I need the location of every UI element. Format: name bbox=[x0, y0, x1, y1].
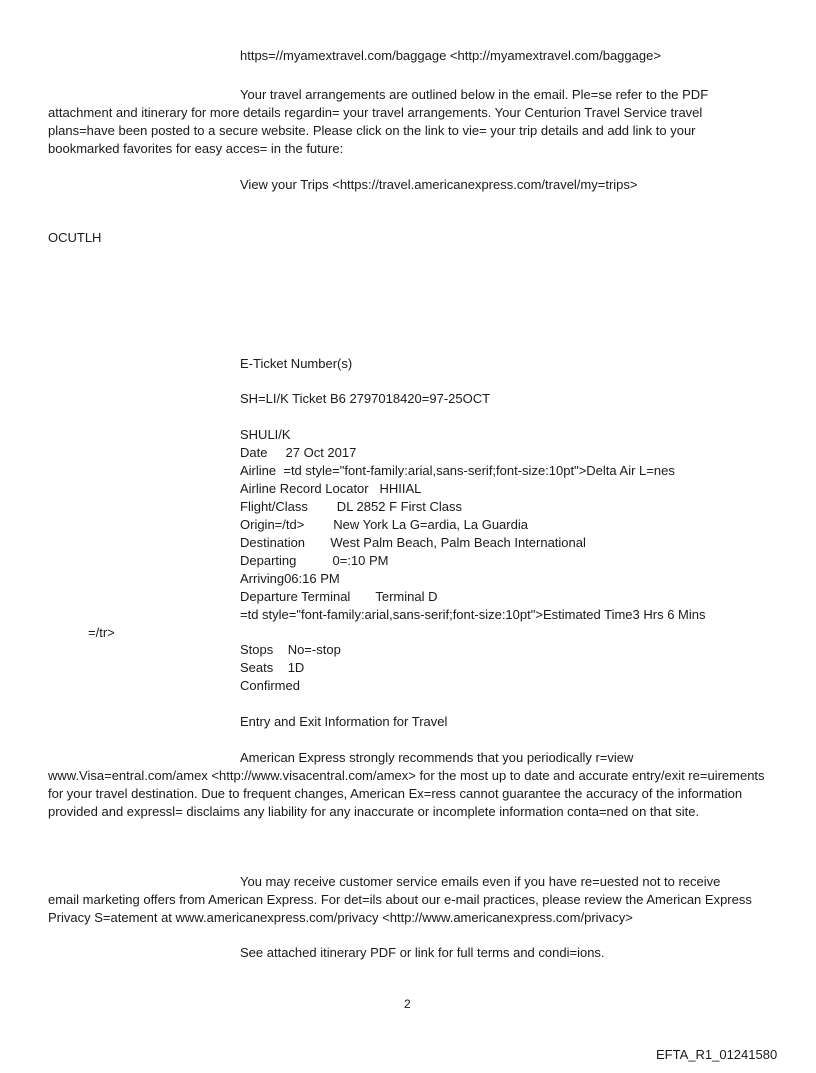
estimated-time: =td style="font-family:arial,sans-serif;font-size:10pt">Estimated Time3 Hrs 6 Mins bbox=[240, 607, 706, 622]
intro-paragraph bbox=[48, 86, 768, 158]
stops: Stops No=-stop bbox=[240, 642, 341, 657]
entry-line1: American Express strongly recommends that you periodically r=view bbox=[240, 750, 634, 765]
terms-note: See attached itinerary PDF or link for full terms and condi=ions. bbox=[240, 945, 605, 960]
record-code: OCUTLH bbox=[48, 230, 102, 245]
entry-heading: Entry and Exit Information for Travel bbox=[240, 714, 448, 729]
tr-close: =/tr> bbox=[88, 625, 115, 640]
document-id: EFTA_R1_01241580 bbox=[656, 1047, 778, 1062]
privacy-line1: You may receive customer service emails even if you have re=uested not to receive bbox=[240, 874, 721, 889]
page-number: 2 bbox=[404, 997, 411, 1011]
flight-date: Date 27 Oct 2017 bbox=[240, 445, 357, 460]
departing-time: Departing 0=:10 PM bbox=[240, 553, 389, 568]
ticket-line: SH=LI/K Ticket B6 2797018420=97-25OCT bbox=[240, 391, 491, 406]
destination: Destination West Palm Beach, Palm Beach International bbox=[240, 535, 586, 550]
airline: Airline =td style="font-family:arial,sans-serif;font-size:10pt">Delta Air L=nes bbox=[240, 463, 675, 478]
entry-paragraph bbox=[48, 749, 768, 821]
eticket-heading: E-Ticket Number(s) bbox=[240, 356, 353, 371]
flight-class: Flight/Class DL 2852 F First Class bbox=[240, 499, 463, 514]
origin: Origin=/td> New York La G=ardia, La Guardia bbox=[240, 517, 528, 532]
intro-line1: Your travel arrangements are outlined below in the email. Ple=se refer to the PDF bbox=[240, 87, 709, 102]
arriving-time: Arriving06:16 PM bbox=[240, 571, 340, 586]
passenger-name: SHULI/K bbox=[240, 427, 291, 442]
record-locator: Airline Record Locator HHIIAL bbox=[240, 481, 422, 496]
confirmed-status: Confirmed bbox=[240, 678, 300, 693]
baggage-link[interactable]: https=//myamextravel.com/baggage <http://myamextravel.com/baggage> bbox=[240, 48, 661, 63]
intro-rest: attachment and itinerary for more details regardin= your travel arrangements. Your Centurion Travel Service travel plans=have been posted to a secure website. Please click on the link to vie= your trip details and add link to your bookmarked favorites for easy acces= in the future: bbox=[48, 105, 703, 156]
view-trips-link[interactable]: View your Trips <https://travel.americanexpress.com/travel/my=trips> bbox=[240, 177, 638, 192]
entry-rest: www.Visa=entral.com/amex <http://www.visacentral.com/amex> for the most up to date and accurate entry/exit re=uirements for your travel destination. Due to frequent changes, American Ex=ress cannot guarantee the accuracy of the information provided and expressl= disclaims any liability for any inaccurate or incomplete information conta=ned on that site. bbox=[48, 768, 765, 819]
seats: Seats 1D bbox=[240, 660, 305, 675]
privacy-rest: email marketing offers from American Express. For det=ils about our e-mail practices, please review the American Express Privacy S=atement at www.americanexpress.com/privacy <http://www.americanexpress.com/privacy> bbox=[48, 892, 752, 925]
departure-terminal: Departure Terminal Terminal D bbox=[240, 589, 438, 604]
privacy-paragraph bbox=[48, 873, 768, 927]
